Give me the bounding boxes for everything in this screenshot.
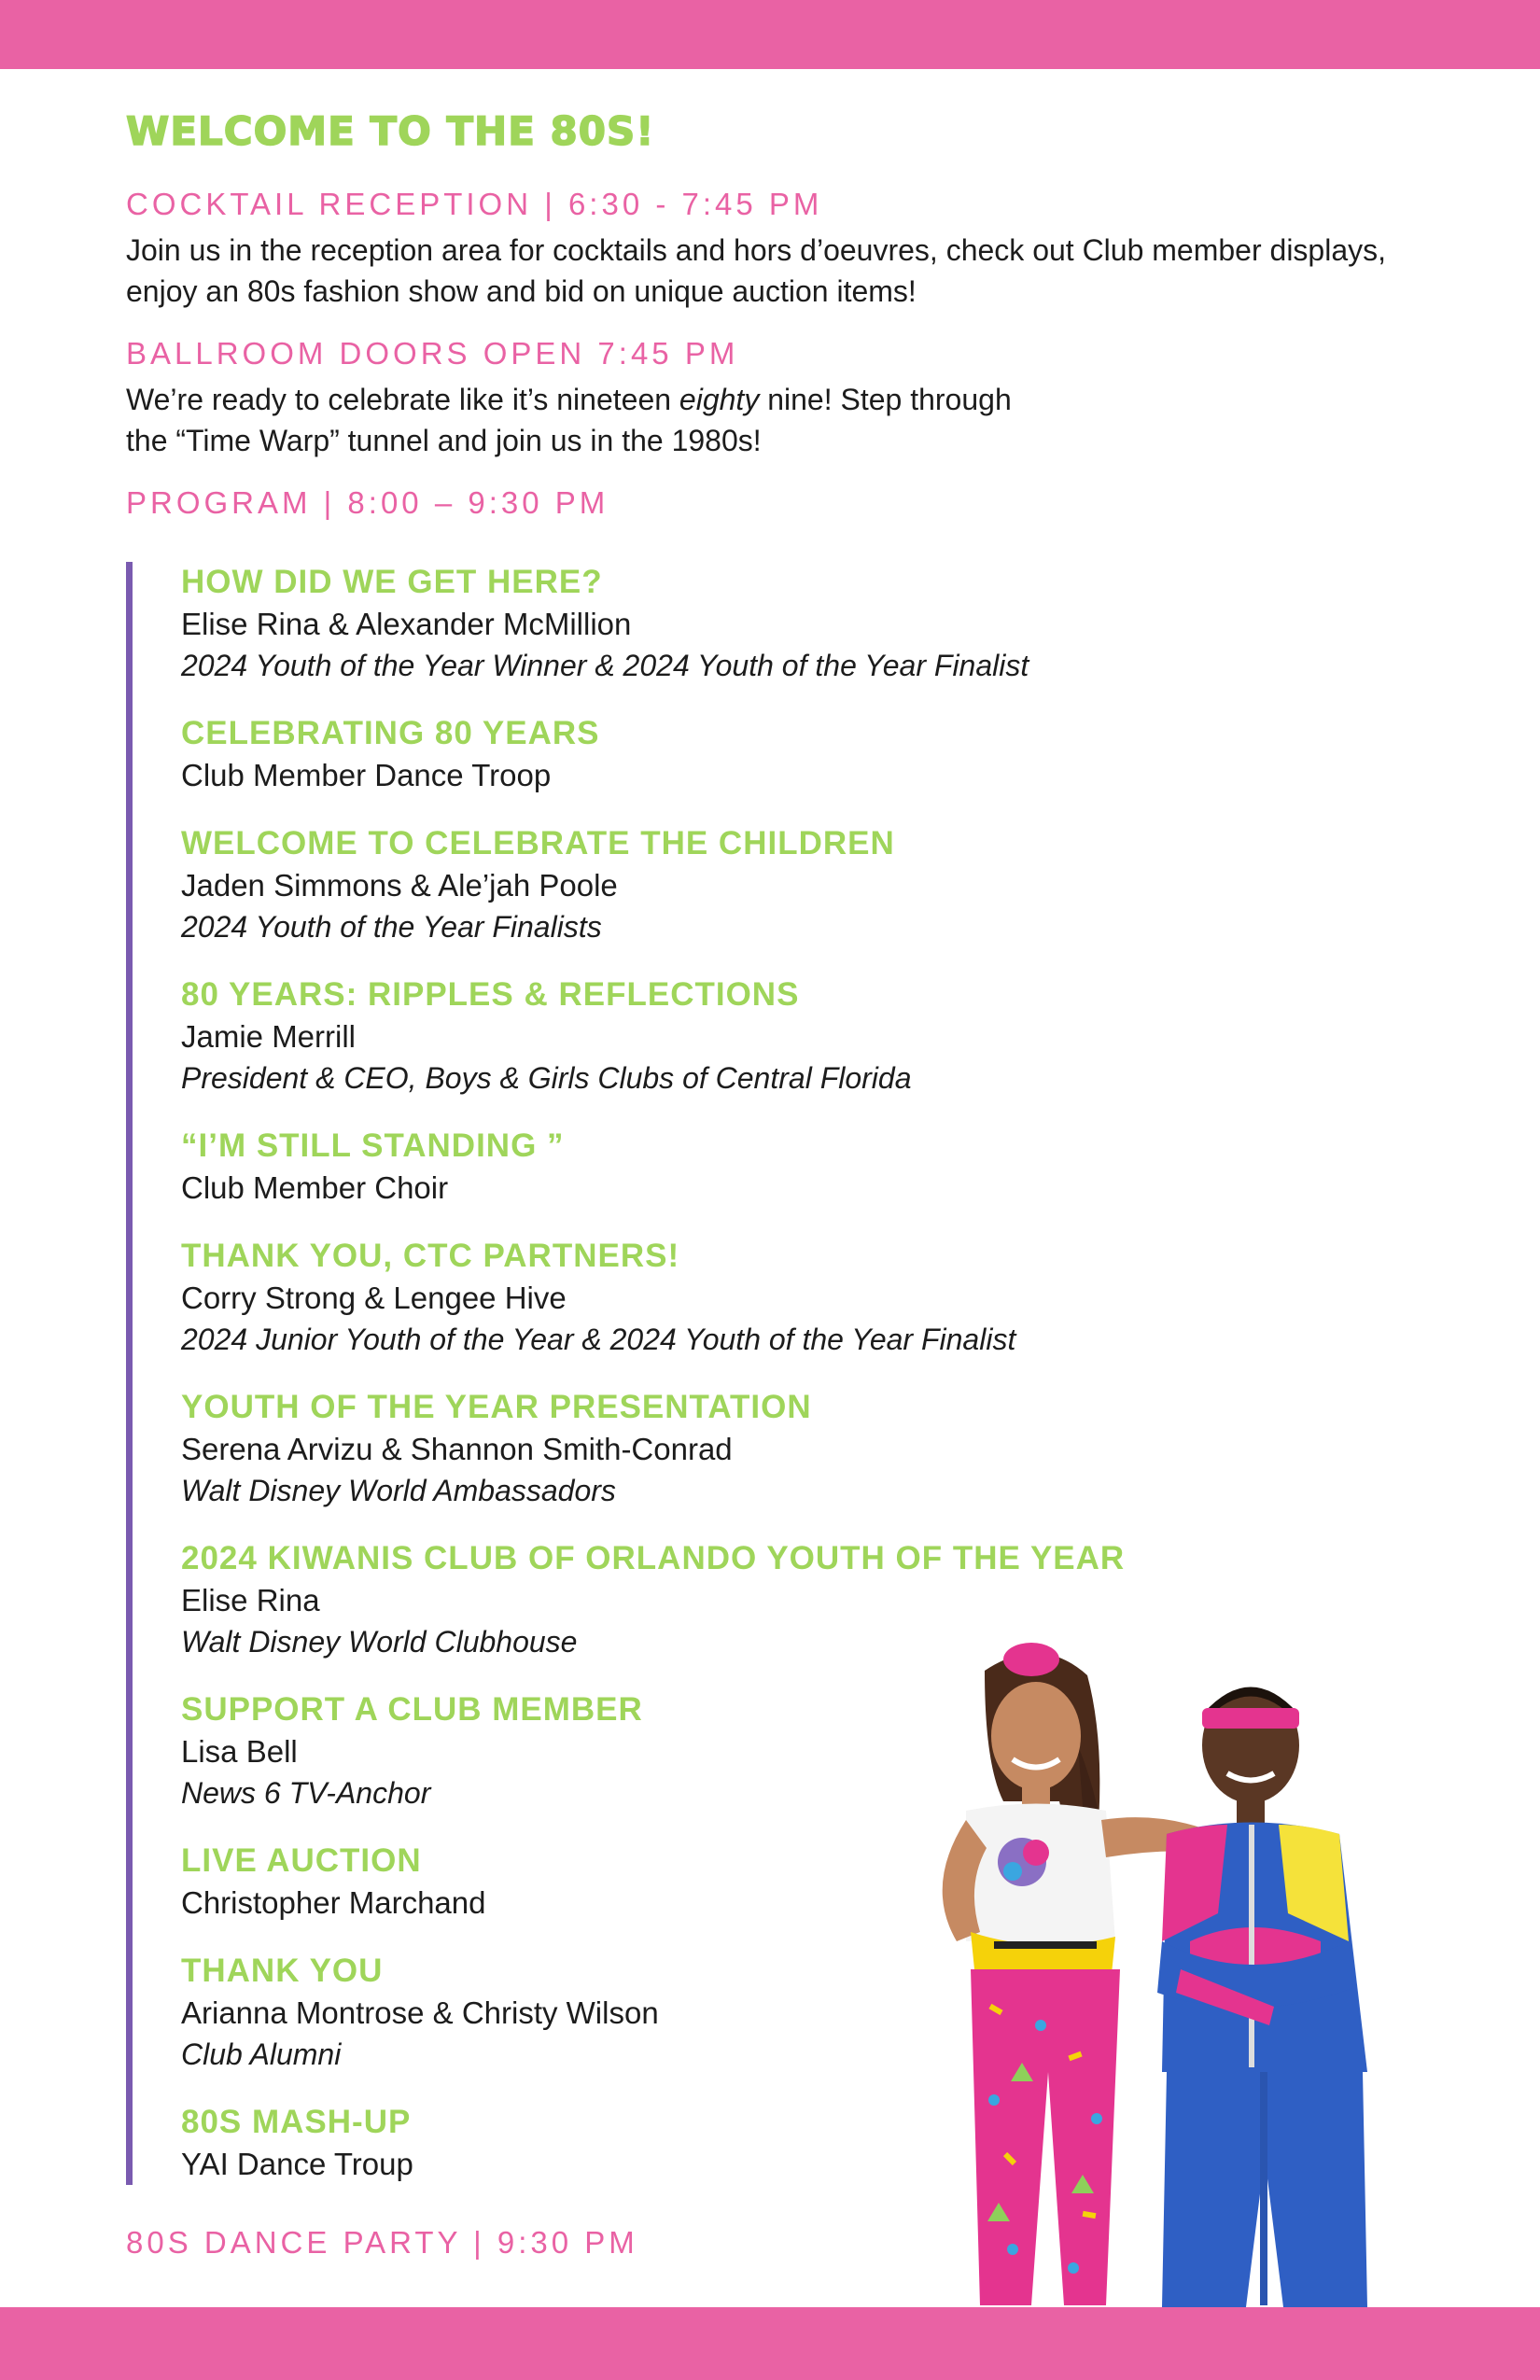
program-item <box>181 1126 1301 1209</box>
program-item-title: WELCOME TO CELEBRATE THE CHILDREN <box>181 825 895 861</box>
page-content <box>126 110 1451 528</box>
bottom-pink-band <box>0 2307 1540 2380</box>
program-item-title: “I’M STILL STANDING ” <box>181 1127 565 1164</box>
program-item-role: 2024 Junior Youth of the Year & 2024 Youth of the Year Finalist <box>181 1323 1016 1356</box>
program-item-presenter: Elise Rina <box>181 1583 320 1617</box>
program-item <box>181 713 1301 796</box>
program-item-title: CELEBRATING 80 YEARS <box>181 715 600 751</box>
program-item-title: THANK YOU <box>181 1953 384 1989</box>
program-item-role: Walt Disney World Clubhouse <box>181 1625 578 1659</box>
program-item-role: News 6 TV-Anchor <box>181 1776 431 1810</box>
program-item-presenter: Jamie Merrill <box>181 1019 357 1054</box>
program-item-presenter: Lisa Bell <box>181 1734 298 1769</box>
program-item-presenter: Elise Rina & Alexander McMillion <box>181 607 632 641</box>
program-item-presenter: Arianna Montrose & Christy Wilson <box>181 1995 659 2030</box>
program-item-title: YOUTH OF THE YEAR PRESENTATION <box>181 1389 812 1425</box>
program-item-title: 2024 KIWANIS CLUB OF ORLANDO YOUTH OF THE YEAR <box>181 1540 1126 1576</box>
program-item-presenter: Jaden Simmons & Ale’jah Poole <box>181 868 618 903</box>
boy-figure <box>1157 1687 1367 2308</box>
program-heading: PROGRAM | 8:00 – 9:30 PM <box>126 485 609 521</box>
program-item-title: THANK YOU, CTC PARTNERS! <box>181 1238 680 1274</box>
kids-80s-outfits-photo <box>882 1633 1405 2307</box>
program-item-presenter: YAI Dance Troup <box>181 2147 413 2181</box>
page-title: WELCOME TO THE 80S! <box>126 108 655 154</box>
ballroom-description: We’re ready to celebrate like it’s nineteen eighty nine! Step through the “Time Warp” tunnel and join us in the 1980s! <box>126 383 1012 458</box>
program-item-title: 80S MASH-UP <box>181 2104 412 2140</box>
program-item <box>181 974 1301 1099</box>
ballroom-heading: BALLROOM DOORS OPEN 7:45 PM <box>126 336 739 371</box>
program-item <box>181 1387 1301 1511</box>
program-item <box>181 562 1301 686</box>
program-item-presenter: Club Member Choir <box>181 1170 449 1205</box>
reception-description: Join us in the reception area for cocktails and hors d’oeuvres, check out Club member displays, enjoy an 80s fashion show and bid on unique auction items! <box>126 233 1387 309</box>
program-item-presenter: Corry Strong & Lengee Hive <box>181 1281 567 1315</box>
program-item-presenter: Serena Arvizu & Shannon Smith-Conrad <box>181 1432 733 1466</box>
program-item-title: LIVE AUCTION <box>181 1842 422 1879</box>
program-item-role: 2024 Youth of the Year Finalists <box>181 910 602 944</box>
dance-party-heading: 80S DANCE PARTY | 9:30 PM <box>126 2225 638 2260</box>
program-item-presenter: Club Member Dance Troop <box>181 758 552 792</box>
program-item-title: SUPPORT A CLUB MEMBER <box>181 1691 643 1728</box>
top-pink-band <box>0 0 1540 69</box>
program-item-role: Club Alumni <box>181 2037 342 2071</box>
program-item-presenter: Christopher Marchand <box>181 1885 486 1920</box>
program-item-role: Walt Disney World Ambassadors <box>181 1474 616 1507</box>
program-item-title: HOW DID WE GET HERE? <box>181 564 603 600</box>
program-item-title: 80 YEARS: RIPPLES & REFLECTIONS <box>181 976 800 1013</box>
program-item <box>181 1236 1301 1360</box>
program-item-role: President & CEO, Boys & Girls Clubs of Central Florida <box>181 1061 912 1095</box>
program-item-role: 2024 Youth of the Year Winner & 2024 Youth of the Year Finalist <box>181 649 1029 682</box>
program-item <box>181 823 1301 947</box>
reception-heading: COCKTAIL RECEPTION | 6:30 - 7:45 PM <box>126 187 823 222</box>
